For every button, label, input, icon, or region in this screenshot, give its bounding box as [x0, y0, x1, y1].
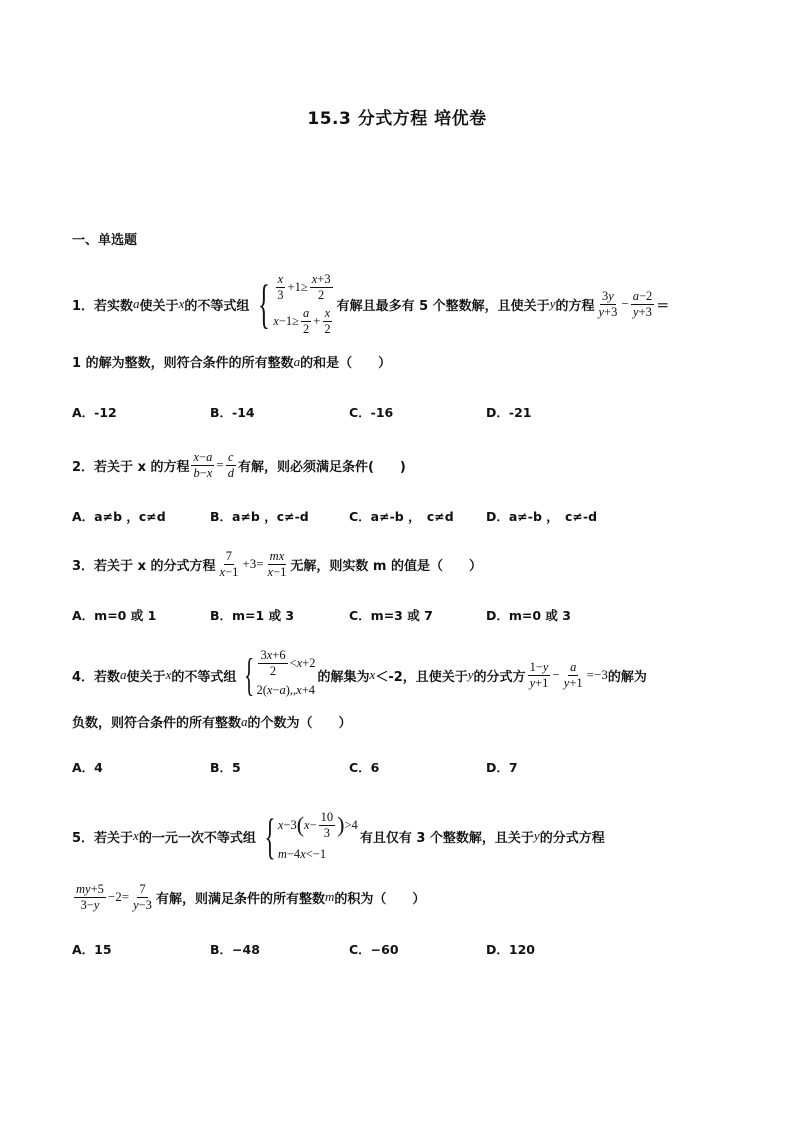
question-1: 1．若实数 a 使关于 x 的不等式组 { $\frac{x}{3}$ +1≥ $\frac{x+3}{2}$ x −1≥ $\frac{a}{2}$ + $\frac{x}{2}$ 有解且最多有 5 个整数解，且使关于 y 的方程 $\frac{3y}{y+3}$ − $\frac{a-2}{y+3}$ ＝	[72, 266, 669, 342]
q1-fraction-2: $\frac{a-2}{y+3}$	[632, 288, 653, 319]
q4-text-5: ＜-2，且使关于	[375, 669, 468, 685]
q2-fraction-right: $\frac{c}{d}$	[227, 449, 234, 480]
q1-text-4: 有解且最多有 5 个整数解，且使关于	[336, 298, 550, 314]
q4-text-4: 的解集为	[317, 669, 370, 685]
question-3: 3．若关于 x 的分式方程 $\frac{7}{x-1}$ +3= $\frac{mx}{x-1}$ 无解，则实数 m 的值是（ ）	[72, 548, 483, 579]
q2-fraction-left: $\frac{x-a}{b-x}$	[193, 449, 213, 480]
q4-text-1: 4．若数	[72, 669, 121, 685]
question-4-line-2	[72, 712, 352, 731]
q3-fraction-2: $\frac{mx}{x-1}$	[267, 548, 287, 579]
q3-option-b[interactable]: B．m=1 或 3	[210, 608, 295, 623]
q4-text-7: 的解为	[607, 669, 647, 685]
document-title: 15.3 分式方程 培优卷	[307, 109, 487, 129]
q4-line2-text-1: 负数，则符合条件的所有整数	[72, 716, 242, 731]
q4-option-d[interactable]: D．7	[486, 760, 518, 775]
q5-text-3: 有且仅有 3 个整数解，且关于	[359, 830, 534, 846]
q1-var-x: x	[178, 296, 185, 311]
q4-option-c[interactable]: C．6	[349, 760, 380, 775]
q4-line2-var-a: a	[241, 713, 248, 729]
q4-var-x-2: x	[369, 667, 376, 682]
q1-fraction-1: $\frac{3y}{y+3}$	[598, 288, 618, 319]
q5-text-4: 的分式方程	[539, 830, 605, 846]
q1-text-2: 使关于	[139, 298, 179, 314]
q2-text-1: 2．若关于 x 的方程	[72, 459, 190, 475]
question-5-line-2: $\frac{my+5}{3-y}$ −2= $\frac{7}{y-3}$ 有解，则满足条件的所有整数 m 的积为（ ）	[76, 881, 426, 912]
q5-line2-text-2: 的积为（ ）	[334, 891, 426, 907]
q1-line2-text-2: 的和是（ ）	[300, 356, 392, 371]
q1-var-y: y	[549, 296, 556, 311]
q5-text-2: 的一元一次不等式组	[138, 830, 256, 846]
q4-text-3: 的不等式组	[171, 669, 237, 685]
q1-line2-text-1: 1 的解为整数，则符合条件的所有整数	[72, 356, 294, 371]
q1-text-3: 的不等式组	[184, 298, 250, 314]
q2-option-a[interactable]: A．a≠b ，c≠d	[72, 509, 166, 524]
q5-inequality-system: { x −3 ( x − $\frac{10}{3}$ ) >4 m −4 x <−1	[264, 808, 358, 864]
q2-option-b[interactable]: B．a≠b ，c≠-d	[210, 509, 309, 524]
question-5	[72, 804, 605, 868]
q1-text-5: 的方程	[555, 298, 595, 314]
q1-inequality-system: { $\frac{x}{3}$ +1≥ $\frac{x+3}{2}$ x −1≥ $\frac{a}{2}$ + $\frac{x}{2}$	[258, 271, 331, 336]
q5-line2-text-1: 有解，则满足条件的所有整数	[155, 891, 325, 907]
q2-option-d[interactable]: D．a≠-b ， c≠-d	[486, 509, 598, 524]
q1-equals: ＝	[656, 298, 670, 314]
q5-option-c[interactable]: C．−60	[349, 942, 399, 957]
q5-fraction-1: $\frac{my+5}{3-y}$	[76, 881, 104, 912]
q1-text-1: 1．若实数	[72, 298, 134, 314]
q5-option-d[interactable]: D．120	[486, 942, 535, 957]
q4-option-a[interactable]: A．4	[72, 760, 103, 775]
q5-option-b[interactable]: B．−48	[210, 942, 260, 957]
q1-line2-var-a: a	[293, 353, 301, 369]
q1-option-b[interactable]: B．-14	[210, 405, 255, 420]
q3-text-1: 3．若关于 x 的分式方程	[72, 558, 216, 574]
q1-option-d[interactable]: D．-21	[486, 405, 532, 420]
q1-option-c[interactable]: C．-16	[349, 405, 394, 420]
q5-fraction-2: $\frac{7}{y-3}$	[133, 881, 152, 912]
q4-option-b[interactable]: B．5	[210, 760, 241, 775]
q2-text-2: 有解，则必须满足条件( )	[237, 459, 406, 475]
q4-text-2: 使关于	[126, 669, 166, 685]
q4-var-y: y	[467, 667, 474, 682]
q3-text-2: 无解，则实数 m 的值是（ ）	[290, 558, 483, 574]
q2-option-c[interactable]: C．a≠-b ， c≠d	[349, 509, 454, 524]
question-1-line-2	[72, 352, 391, 371]
q5-var-y: y	[533, 828, 540, 843]
q3-option-c[interactable]: C．m=3 或 7	[349, 608, 433, 623]
q5-var-m: m	[324, 889, 335, 904]
q5-text-1: 5．若关于	[72, 830, 134, 846]
q3-fraction-1: $\frac{7}{x-1}$	[219, 548, 239, 579]
section-heading: 一、单选题	[72, 233, 138, 248]
q4-var-x: x	[165, 667, 172, 682]
q3-option-d[interactable]: D．m=0 或 3	[486, 608, 571, 623]
q4-text-6: 的分式方	[473, 669, 526, 685]
q1-var-a: a	[133, 296, 140, 311]
q1-option-a[interactable]: A．-12	[72, 405, 117, 420]
q5-var-x: x	[133, 828, 139, 843]
q4-fraction-2: $\frac{a}{y+1}$	[563, 659, 583, 690]
q5-option-a[interactable]: A．15	[72, 942, 112, 957]
q4-fraction-1: $\frac{1-y}{y+1}$	[529, 659, 549, 690]
q4-inequality-system: { $\frac{3x+6}{2}$ < x +2 2( x − a ),, x +4	[244, 647, 316, 700]
question-2: 2．若关于 x 的方程 $\frac{x-a}{b-x}$ = $\frac{c}{d}$ 有解，则必须满足条件( )	[72, 449, 406, 480]
question-4: 4．若数 a 使关于 x 的不等式组 { $\frac{3x+6}{2}$ < x +2 2( x − a ),, x +4 的解集为 x ＜-2，且使关于 y 的分式方 $\frac{1-y}{y+1}$ − $\frac{a}{y+1}$ =−3 的解为	[72, 647, 647, 700]
q4-var-a: a	[120, 667, 127, 682]
q4-line2-text-2: 的个数为（ ）	[247, 716, 352, 731]
q3-option-a[interactable]: A．m=0 或 1	[72, 608, 157, 623]
